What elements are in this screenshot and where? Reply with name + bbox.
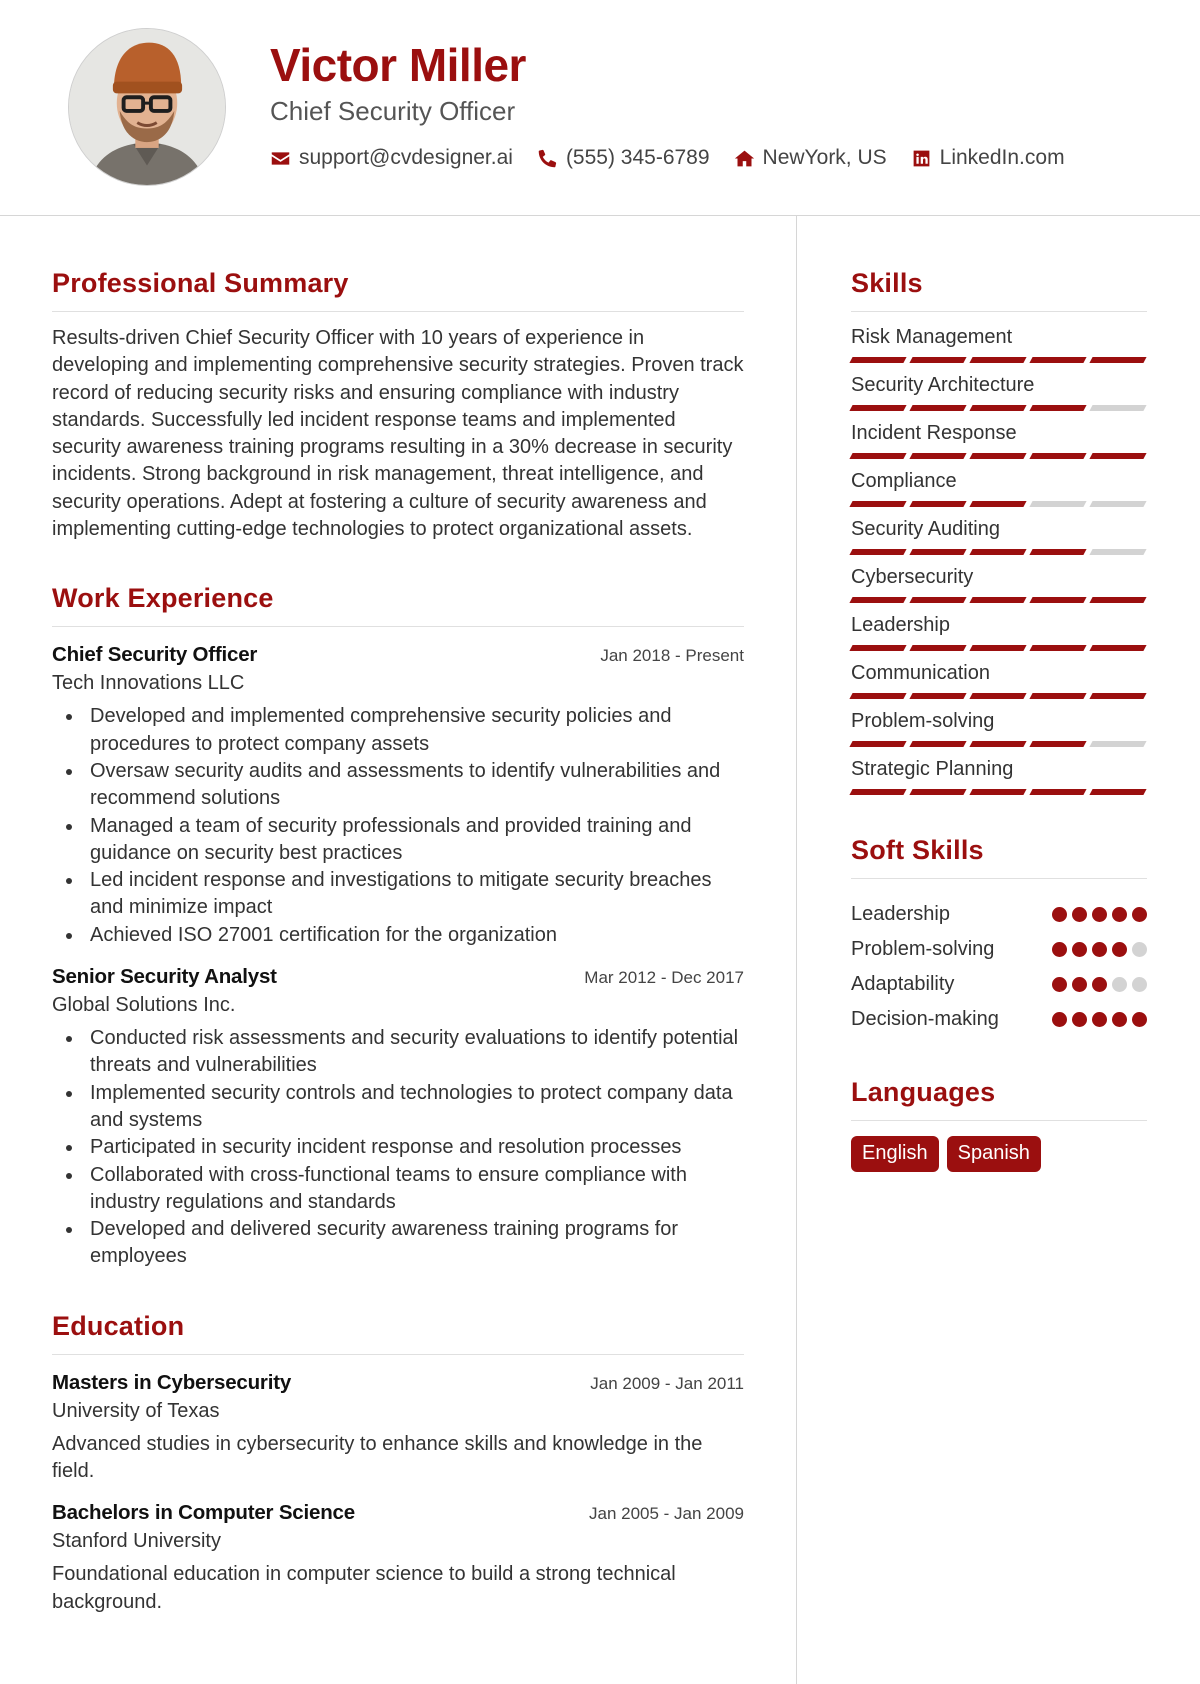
job-bullets bbox=[52, 1025, 744, 1271]
experience-section bbox=[52, 583, 744, 1270]
soft-skill-name: Leadership bbox=[851, 903, 950, 925]
home-icon bbox=[734, 148, 755, 169]
education-header bbox=[52, 1371, 744, 1395]
list-item: Managed a team of security professionals and provided training and guidance on security best practices bbox=[90, 813, 744, 868]
contact-linkedin-text: LinkedIn.com bbox=[939, 146, 1065, 169]
contact-location-text: NewYork, US bbox=[762, 146, 887, 169]
contact-phone-text: (555) 345-6789 bbox=[565, 146, 710, 169]
skill-level-segment bbox=[1029, 549, 1086, 555]
rating-dot bbox=[1072, 1012, 1087, 1027]
soft-skill-item bbox=[851, 897, 1147, 932]
skill-name: Strategic Planning bbox=[851, 758, 1014, 780]
education-section bbox=[52, 1311, 744, 1616]
job-company: Tech Innovations LLC bbox=[52, 672, 245, 695]
skill-name: Risk Management bbox=[851, 326, 1013, 348]
skill-level-bar bbox=[851, 501, 1147, 507]
job-company: Global Solutions Inc. bbox=[52, 994, 236, 1017]
education-description: Foundational education in computer science to build a strong technical background. bbox=[52, 1563, 676, 1613]
side-column bbox=[851, 268, 1147, 1172]
contact-linkedin[interactable] bbox=[911, 146, 1065, 170]
job-title: Senior Security Analyst bbox=[52, 965, 277, 989]
skill-level-segment bbox=[1029, 693, 1086, 699]
profile-photo bbox=[68, 28, 226, 186]
experience-heading: Work Experience bbox=[52, 583, 744, 627]
skill-level-segment bbox=[1089, 645, 1146, 651]
skills-section bbox=[851, 268, 1147, 795]
skill-level-segment bbox=[909, 549, 966, 555]
education-date: Jan 2009 - Jan 2011 bbox=[590, 1373, 744, 1393]
education-heading: Education bbox=[52, 1311, 744, 1355]
job-date: Mar 2012 - Dec 2017 bbox=[584, 968, 744, 988]
job-entry bbox=[52, 643, 744, 949]
skill-level-segment bbox=[969, 645, 1026, 651]
skill-level-bar bbox=[851, 549, 1147, 555]
skills-list bbox=[851, 326, 1147, 795]
skill-level-segment bbox=[1029, 405, 1086, 411]
rating-dot bbox=[1132, 977, 1147, 992]
skill-level-segment bbox=[1029, 357, 1086, 363]
rating-dot bbox=[1092, 1012, 1107, 1027]
job-title: Chief Security Officer bbox=[52, 643, 258, 667]
contact-email[interactable] bbox=[270, 146, 513, 170]
rating-dot bbox=[1092, 977, 1107, 992]
skill-level-segment bbox=[1089, 405, 1146, 411]
rating-dot bbox=[1052, 977, 1067, 992]
skill-name: Security Auditing bbox=[851, 518, 1000, 540]
list-item: Participated in security incident response and resolution processes bbox=[90, 1134, 744, 1161]
rating-dot bbox=[1072, 942, 1087, 957]
avatar-illustration bbox=[69, 29, 225, 185]
skill-level-segment bbox=[969, 693, 1026, 699]
degree-title: Masters in Cybersecurity bbox=[52, 1370, 292, 1394]
list-item: Collaborated with cross-functional teams to ensure compliance with industry regulations and standards bbox=[90, 1162, 744, 1217]
skill-level-segment bbox=[969, 597, 1026, 603]
skill-level-segment bbox=[1089, 357, 1146, 363]
skill-level-bar bbox=[851, 645, 1147, 651]
skill-item bbox=[851, 374, 1147, 411]
job-date: Jan 2018 - Present bbox=[600, 646, 744, 666]
education-date: Jan 2005 - Jan 2009 bbox=[588, 1504, 744, 1524]
rating-dot bbox=[1132, 907, 1147, 922]
phone-icon bbox=[537, 148, 558, 169]
rating-dot bbox=[1132, 1012, 1147, 1027]
skill-level-segment bbox=[909, 453, 966, 459]
soft-skills-heading: Soft Skills bbox=[851, 835, 1147, 879]
soft-skill-name: Problem-solving bbox=[851, 938, 995, 960]
list-item: Oversaw security audits and assessments to identify vulnerabilities and recommend solutions bbox=[90, 758, 744, 813]
list-item: Achieved ISO 27001 certification for the organization bbox=[90, 922, 744, 949]
skill-level-segment bbox=[849, 357, 906, 363]
education-entry bbox=[52, 1501, 744, 1616]
skill-level-segment bbox=[1029, 789, 1086, 795]
languages-list bbox=[851, 1136, 1147, 1172]
education-entry bbox=[52, 1371, 744, 1486]
job-bullets bbox=[52, 703, 744, 949]
skill-level-segment bbox=[849, 741, 906, 747]
contact-email-text: support@cvdesigner.ai bbox=[299, 146, 513, 169]
rating-dot bbox=[1092, 942, 1107, 957]
soft-skills-list bbox=[851, 897, 1147, 1037]
skill-level-segment bbox=[849, 453, 906, 459]
soft-skill-name: Decision-making bbox=[851, 1008, 999, 1030]
job-header bbox=[52, 643, 744, 667]
skill-level-segment bbox=[909, 645, 966, 651]
skill-level-bar bbox=[851, 597, 1147, 603]
list-item: Developed and delivered security awareness training programs for employees bbox=[90, 1216, 744, 1271]
soft-skills-section bbox=[851, 835, 1147, 1037]
skill-name: Cybersecurity bbox=[851, 566, 974, 588]
contact-phone[interactable] bbox=[537, 146, 710, 170]
skill-level-segment bbox=[849, 789, 906, 795]
skill-level-segment bbox=[969, 405, 1026, 411]
skill-level-bar bbox=[851, 741, 1147, 747]
job-entry bbox=[52, 965, 744, 1271]
main-column bbox=[52, 268, 744, 1616]
skill-level-segment bbox=[969, 789, 1026, 795]
job-header bbox=[52, 965, 744, 989]
skill-level-segment bbox=[849, 549, 906, 555]
candidate-name: Victor Miller bbox=[270, 39, 526, 91]
skill-item bbox=[851, 566, 1147, 603]
language-tag: Spanish bbox=[947, 1136, 1041, 1172]
skill-level-segment bbox=[1089, 549, 1146, 555]
skill-level-segment bbox=[1029, 597, 1086, 603]
skill-level-segment bbox=[849, 597, 906, 603]
resume-header bbox=[0, 0, 1200, 216]
skill-level-segment bbox=[969, 357, 1026, 363]
soft-skill-item bbox=[851, 1002, 1147, 1037]
education-header bbox=[52, 1501, 744, 1525]
skill-item bbox=[851, 326, 1147, 363]
skill-level-segment bbox=[1029, 501, 1086, 507]
rating-dot bbox=[1072, 977, 1087, 992]
skill-level-bar bbox=[851, 357, 1147, 363]
skill-level-segment bbox=[1089, 501, 1146, 507]
skill-level-segment bbox=[849, 645, 906, 651]
rating-dot bbox=[1112, 1012, 1127, 1027]
skill-item bbox=[851, 710, 1147, 747]
skill-item bbox=[851, 614, 1147, 651]
skill-level-segment bbox=[1089, 693, 1146, 699]
school-name: Stanford University bbox=[52, 1530, 221, 1553]
skills-heading: Skills bbox=[851, 268, 1147, 312]
skill-name: Communication bbox=[851, 662, 990, 684]
skill-level-segment bbox=[1089, 789, 1146, 795]
rating-dot bbox=[1052, 907, 1067, 922]
column-divider bbox=[796, 216, 797, 1684]
rating-dot bbox=[1072, 907, 1087, 922]
soft-skill-rating bbox=[1052, 977, 1147, 992]
rating-dot bbox=[1132, 942, 1147, 957]
school-name: University of Texas bbox=[52, 1399, 220, 1422]
skill-level-segment bbox=[1089, 453, 1146, 459]
skill-level-segment bbox=[1089, 597, 1146, 603]
list-item: Developed and implemented comprehensive security policies and procedures to protect company assets bbox=[90, 703, 744, 758]
summary-section bbox=[52, 268, 744, 543]
skill-name: Problem-solving bbox=[851, 710, 995, 732]
summary-text: Results-driven Chief Security Officer with 10 years of experience in developing and implementing comprehensive security strategies. Proven track record of reducing security risks and ensuring compliance with industry standards. Successfully led incident response teams and implemented security awareness training programs resulting in a 30% decrease in security incidents. Strong background in risk management, threat intelligence, and security operations. Adept at fostering a culture of security awareness and implementing cutting-edge technologies to protect organizational assets. bbox=[52, 327, 744, 541]
linkedin-icon bbox=[911, 148, 932, 169]
soft-skill-item bbox=[851, 932, 1147, 967]
skill-level-segment bbox=[909, 501, 966, 507]
candidate-title: Chief Security Officer bbox=[270, 96, 516, 126]
list-item: Conducted risk assessments and security evaluations to identify potential threats and vulnerabilities bbox=[90, 1025, 744, 1080]
skill-level-segment bbox=[849, 405, 906, 411]
skill-level-segment bbox=[909, 405, 966, 411]
skill-level-segment bbox=[1029, 453, 1086, 459]
soft-skill-item bbox=[851, 967, 1147, 1002]
envelope-icon bbox=[270, 148, 291, 169]
rating-dot bbox=[1052, 1012, 1067, 1027]
degree-title: Bachelors in Computer Science bbox=[52, 1501, 355, 1525]
skill-level-segment bbox=[969, 741, 1026, 747]
skill-level-segment bbox=[1089, 741, 1146, 747]
skill-item bbox=[851, 470, 1147, 507]
list-item: Implemented security controls and technologies to protect company data and systems bbox=[90, 1080, 744, 1135]
skill-level-segment bbox=[849, 693, 906, 699]
soft-skill-name: Adaptability bbox=[851, 973, 955, 995]
skill-name: Leadership bbox=[851, 614, 950, 636]
skill-level-segment bbox=[969, 453, 1026, 459]
contact-list bbox=[270, 146, 1065, 170]
skill-level-bar bbox=[851, 789, 1147, 795]
skill-level-segment bbox=[909, 597, 966, 603]
skill-item bbox=[851, 518, 1147, 555]
soft-skill-rating bbox=[1052, 907, 1147, 922]
skill-level-segment bbox=[1029, 645, 1086, 651]
skill-level-segment bbox=[849, 501, 906, 507]
skill-level-segment bbox=[1029, 741, 1086, 747]
skill-level-bar bbox=[851, 693, 1147, 699]
skill-name: Compliance bbox=[851, 470, 957, 492]
rating-dot bbox=[1052, 942, 1067, 957]
languages-section bbox=[851, 1077, 1147, 1172]
skill-name: Incident Response bbox=[851, 422, 1017, 444]
rating-dot bbox=[1112, 907, 1127, 922]
soft-skill-rating bbox=[1052, 942, 1147, 957]
skill-level-bar bbox=[851, 405, 1147, 411]
rating-dot bbox=[1112, 942, 1127, 957]
skill-level-bar bbox=[851, 453, 1147, 459]
skill-level-segment bbox=[909, 693, 966, 699]
skill-level-segment bbox=[969, 501, 1026, 507]
skill-item bbox=[851, 422, 1147, 459]
language-tag: English bbox=[851, 1136, 939, 1172]
skill-level-segment bbox=[909, 741, 966, 747]
contact-location bbox=[734, 146, 887, 170]
languages-heading: Languages bbox=[851, 1077, 1147, 1121]
rating-dot bbox=[1112, 977, 1127, 992]
skill-level-segment bbox=[909, 789, 966, 795]
education-description: Advanced studies in cybersecurity to enhance skills and knowledge in the field. bbox=[52, 1432, 703, 1483]
rating-dot bbox=[1092, 907, 1107, 922]
skill-item bbox=[851, 758, 1147, 795]
soft-skill-rating bbox=[1052, 1012, 1147, 1027]
skill-item bbox=[851, 662, 1147, 699]
summary-heading: Professional Summary bbox=[52, 268, 744, 312]
skill-level-segment bbox=[969, 549, 1026, 555]
skill-name: Security Architecture bbox=[851, 374, 1035, 396]
skill-level-segment bbox=[909, 357, 966, 363]
list-item: Led incident response and investigations to mitigate security breaches and minimize impact bbox=[90, 867, 744, 922]
